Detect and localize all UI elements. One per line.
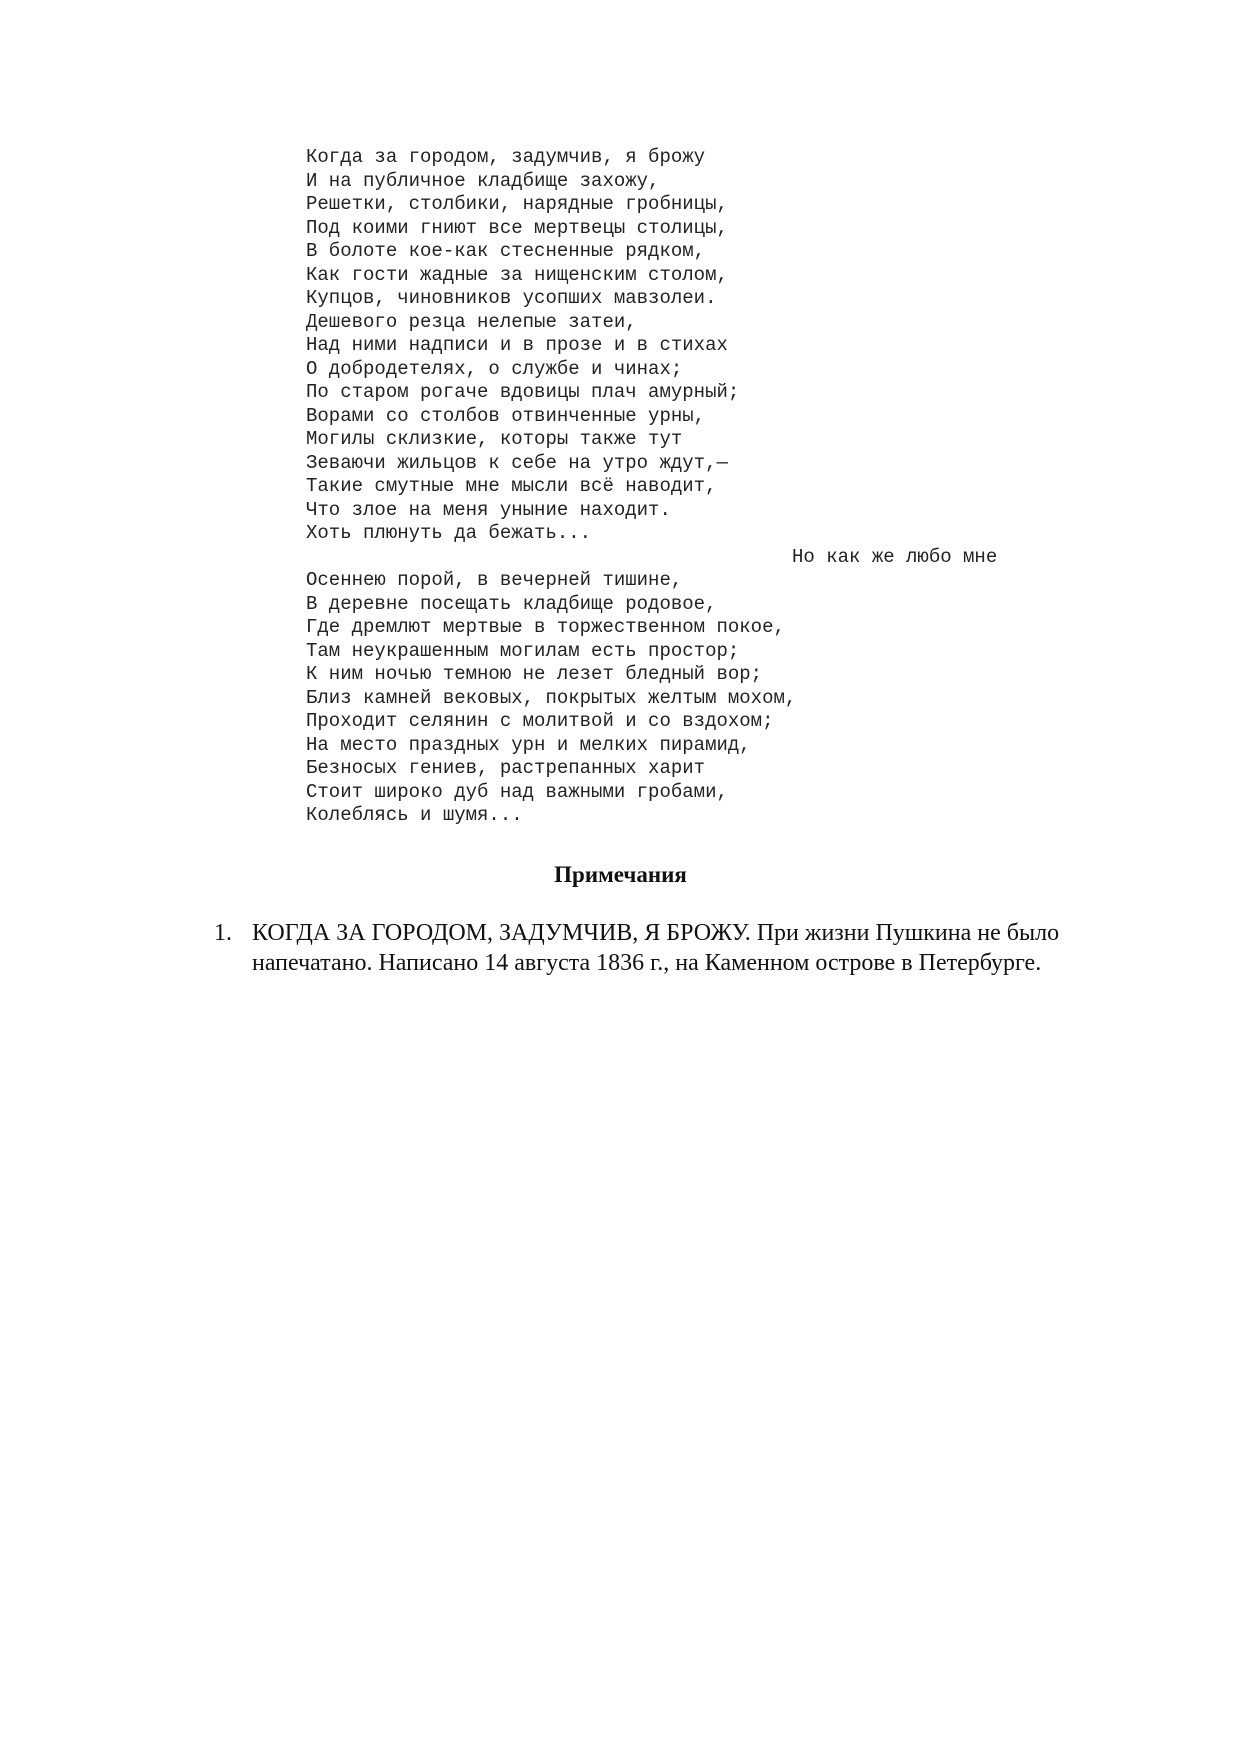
poem-line: В деревне посещать кладбище родовое,	[306, 592, 717, 615]
poem-line: Близ камней вековых, покрытых желтым мохом,	[306, 686, 797, 709]
notes-heading: Примечания	[554, 862, 687, 887]
poem-line: Проходит селянин с молитвой и со вздохом;	[306, 710, 774, 732]
poem-line: К ним ночью темною не лезет бледный вор;	[306, 663, 763, 685]
poem-line: В болоте кое-как стесненные рядком,	[306, 240, 706, 262]
poem-line: Зеваючи жильцов к себе на утро ждут,—	[306, 451, 728, 474]
poem-line: Там неукрашенным могилам есть простор;	[306, 639, 740, 662]
poem-line: Хоть плюнуть да бежать...	[306, 522, 592, 544]
poem-line: Колеблясь и шумя...	[306, 804, 523, 826]
poem-line: Над ними надписи и в прозе и в стихах	[306, 334, 728, 356]
notes-list	[214, 918, 1114, 978]
note-number: 1.	[214, 920, 232, 946]
poem-line: Безносых гениев, растрепанных харит	[306, 757, 706, 779]
poem-line-indented: Но как же любо мне	[792, 545, 998, 568]
poem-line: Дешевого резца нелепые затеи,	[306, 310, 637, 333]
poem-line: И на публичное кладбище захожу,	[306, 169, 660, 192]
poem-line: Под коими гниют все мертвецы столицы,	[306, 216, 728, 239]
poem-line: Где дремлют мертвые в торжественном покое,	[306, 616, 785, 638]
poem-line: Стоит широко дуб над важными гробами,	[306, 780, 728, 803]
note-text: КОГДА ЗА ГОРОДОМ, ЗАДУМЧИВ, Я БРОЖУ. При жизни Пушкина не было напечатано. Написано 14 августа 1836 г., на Каменном острове в Петербурге.	[252, 920, 1060, 976]
poem-line: Осеннею порой, в вечерней тишине,	[306, 569, 683, 591]
poem-line: Что злое на меня уныние находит.	[306, 498, 671, 521]
poem-line: О добродетелях, о службе и чинах;	[306, 357, 683, 380]
poem-line: Ворами со столбов отвинченные урны,	[306, 404, 706, 427]
poem-line: Решетки, столбики, нарядные гробницы,	[306, 193, 728, 215]
note-item	[214, 918, 1114, 978]
poem-line: На место праздных урн и мелких пирамид,	[306, 733, 751, 756]
poem-line: Такие смутные мне мысли всё наводит,	[306, 475, 717, 497]
poem-line: Как гости жадные за нищенским столом,	[306, 263, 728, 286]
poem-text	[306, 146, 1066, 828]
poem-line: Купцов, чиновников усопших мавзолеи.	[306, 287, 717, 309]
poem-line: По старом рогаче вдовицы плач амурный;	[306, 381, 740, 403]
poem-line: Могилы склизкие, которы также тут	[306, 428, 683, 450]
poem-line: Когда за городом, задумчив, я брожу	[306, 146, 706, 168]
